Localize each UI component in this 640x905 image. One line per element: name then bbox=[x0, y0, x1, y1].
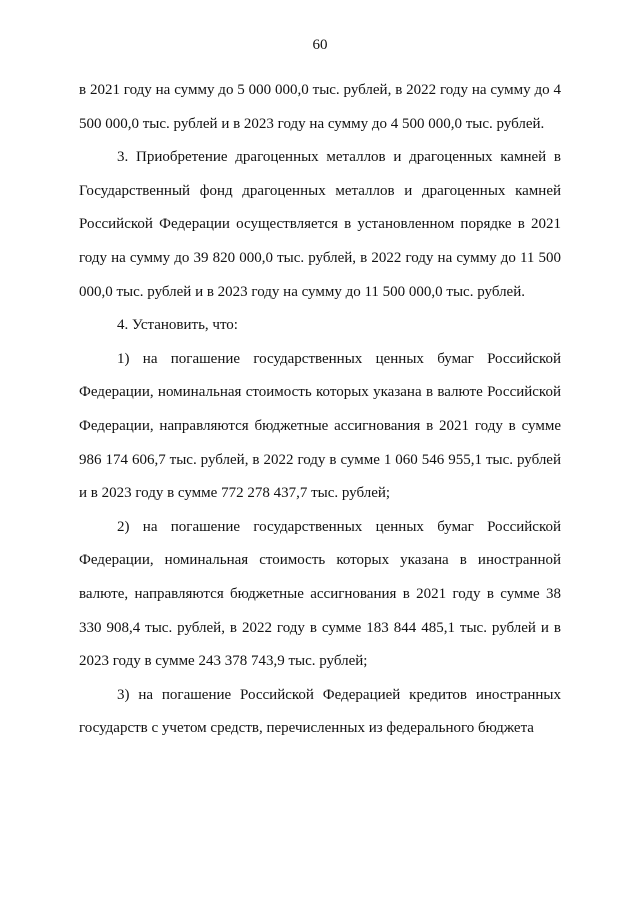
paragraph-continuation: в 2021 году на сумму до 5 000 000,0 тыс. рублей, в 2022 году на сумму до 4 500 000,0 тыс. рублей и в 2023 году на сумму до 4 500 000,0 тыс. рублей. bbox=[79, 82, 561, 132]
paragraph-subitem-3: 3) на погашение Российской Федерацией кредитов иностранных государств с учетом средств, перечисленных из федерального бюджета bbox=[79, 686, 561, 737]
document-body bbox=[79, 74, 561, 746]
paragraph-item-4: 4. Установить, что: bbox=[117, 317, 238, 334]
paragraph-item-3: 3. Приобретение драгоценных металлов и драгоценных камней в Государственный фонд драгоценных металлов и драгоценных камней Российской Федерации осуществляется в установленном порядке в 2021 году на сумму до 39 820 000,0 тыс. рублей, в 2022 году на сумму до 11 500 000,0 тыс. рублей и в 2023 году на сумму до 11 500 000,0 тыс. рублей. bbox=[79, 149, 561, 300]
page-number: 60 bbox=[312, 37, 328, 53]
paragraph-subitem-1: 1) на погашение государственных ценных бумаг Российской Федерации, номинальная стоимость которых указана в валюте Российской Федерации, направляются бюджетные ассигнования в 2021 году в сумме 986 174 606,7 тыс. рублей, в 2022 году в сумме 1 060 546 955,1 тыс. рублей и в 2023 году в сумме 772 278 437,7 тыс. рублей; bbox=[79, 350, 561, 502]
paragraph-subitem-2: 2) на погашение государственных ценных бумаг Российской Федерации, номинальная стоимость которых указана в иностранной валюте, направляются бюджетные ассигнования в 2021 году в сумме 38 330 908,4 тыс. рублей, в 2022 году в сумме 183 844 485,1 тыс. рублей и в 2023 году в сумме 243 378 743,9 тыс. рублей; bbox=[79, 518, 561, 670]
